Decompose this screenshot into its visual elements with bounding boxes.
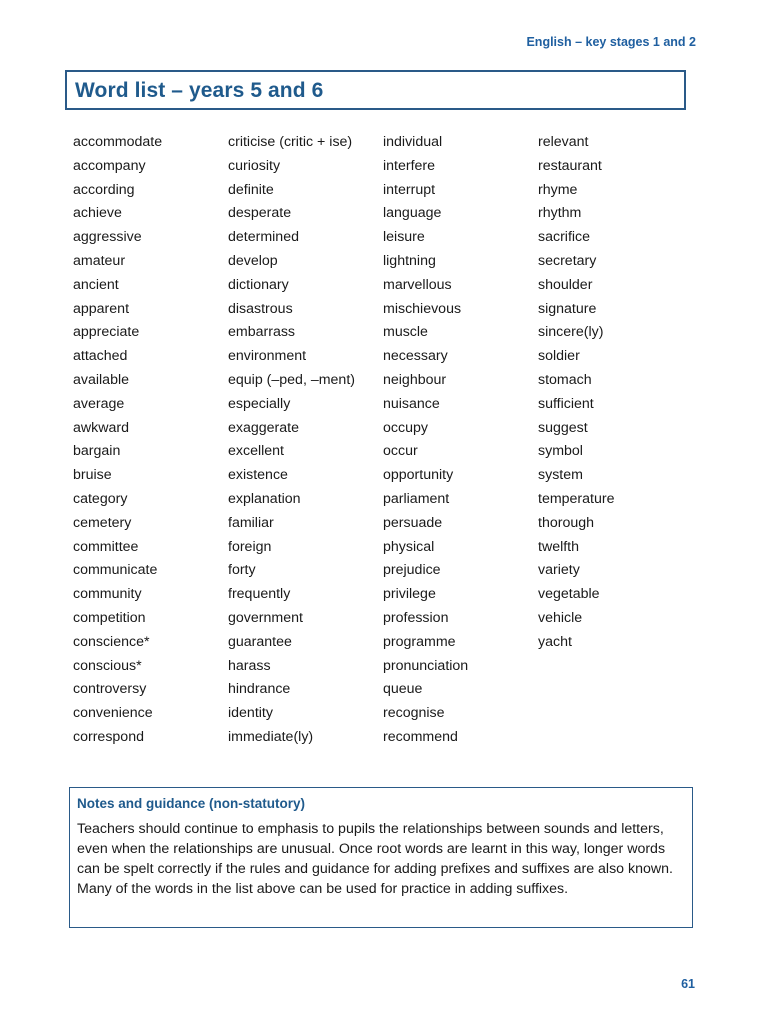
word-item: achieve [73, 205, 122, 222]
word-item: opportunity [383, 467, 454, 484]
word-item: conscience* [73, 633, 150, 650]
word-item: immediate(ly) [228, 728, 314, 745]
word-item: neighbour [383, 371, 447, 388]
word-item: symbol [538, 443, 583, 460]
word-item: definite [228, 181, 274, 198]
word-item: system [538, 467, 583, 484]
word-item: mischievous [383, 300, 462, 317]
word-item: available [73, 371, 130, 388]
word-column-1 [73, 131, 228, 750]
word-item: interrupt [383, 181, 436, 198]
word-item: secretary [538, 252, 597, 269]
word-item: guarantee [228, 633, 292, 650]
word-item: temperature [538, 490, 615, 507]
word-item: ancient [73, 276, 119, 293]
word-item: foreign [228, 538, 272, 555]
word-item: competition [73, 609, 146, 626]
word-item: restaurant [538, 157, 602, 174]
word-item: privilege [383, 586, 436, 603]
word-item: desperate [228, 205, 292, 222]
word-item: curiosity [228, 157, 281, 174]
word-item: vegetable [538, 586, 600, 603]
word-item: recognise [383, 705, 445, 722]
word-item: government [228, 609, 303, 626]
word-item: excellent [228, 443, 284, 460]
notes-box [69, 787, 693, 928]
word-item: attached [73, 348, 128, 365]
running-header: English – key stages 1 and 2 [526, 35, 696, 49]
word-item: sacrifice [538, 229, 591, 246]
word-item: develop [228, 252, 278, 269]
word-item: persuade [383, 514, 443, 531]
word-item: frequently [228, 586, 291, 603]
word-item: thorough [538, 514, 595, 531]
word-item: stomach [538, 371, 592, 388]
word-item: communicate [73, 562, 158, 579]
word-item: determined [228, 229, 299, 246]
word-item: aggressive [73, 229, 142, 246]
word-item: shoulder [538, 276, 593, 293]
word-column-3 [383, 131, 538, 750]
word-item: disastrous [228, 300, 293, 317]
word-item: exaggerate [228, 419, 299, 436]
word-item: rhythm [538, 205, 582, 222]
word-item: identity [228, 705, 273, 722]
word-item: occupy [383, 419, 428, 436]
word-item: signature [538, 300, 597, 317]
word-item: controversy [73, 681, 147, 698]
word-item: sincere(ly) [538, 324, 604, 341]
word-item: bargain [73, 443, 121, 460]
word-item: harass [228, 657, 271, 674]
word-item: average [73, 395, 125, 412]
word-item: nuisance [383, 395, 440, 412]
word-column-4 [538, 131, 693, 750]
word-item: programme [383, 633, 456, 650]
word-item: variety [538, 562, 580, 579]
word-item: physical [383, 538, 435, 555]
word-item: familiar [228, 514, 274, 531]
word-item: embarrass [228, 324, 296, 341]
word-item: apparent [73, 300, 130, 317]
word-item: suggest [538, 419, 588, 436]
word-item: lightning [383, 252, 436, 269]
word-item: bruise [73, 467, 112, 484]
word-item: accommodate [73, 134, 163, 150]
word-item: queue [383, 681, 423, 698]
notes-heading: Notes and guidance (non-statutory) [77, 796, 306, 811]
word-item: convenience [73, 705, 153, 722]
word-item: conscious* [73, 657, 142, 674]
word-item: environment [228, 348, 307, 365]
word-item: forty [228, 562, 256, 579]
word-item: parliament [383, 490, 450, 507]
word-item: correspond [73, 728, 144, 745]
word-item: dictionary [228, 276, 289, 293]
notes-body: Teachers should continue to emphasis to pupils the relationships between sounds and letters, even when the relationships are unusual. Once root words are learnt in this way, longer words can be spelt correctly if the rules and guidance for adding prefixes and suffixes are also known. Many of the words in the list above can be used for practice in adding suffixes. [77, 821, 673, 897]
word-column-2 [228, 131, 383, 750]
word-item: leisure [383, 229, 425, 246]
word-item: occur [383, 443, 418, 460]
word-item: twelfth [538, 538, 580, 555]
word-item: community [73, 586, 142, 603]
word-item: yacht [538, 633, 572, 650]
word-item: rhyme [538, 181, 578, 198]
word-item: especially [228, 395, 291, 412]
word-item: cemetery [73, 514, 132, 531]
word-item: language [383, 205, 442, 222]
word-item: criticise (critic + ise) [228, 134, 353, 150]
word-item: interfere [383, 157, 436, 174]
word-item: individual [383, 134, 443, 150]
word-item: existence [228, 467, 288, 484]
word-item: muscle [383, 324, 428, 341]
word-list [73, 131, 693, 750]
page-title: Word list – years 5 and 6 [75, 79, 324, 102]
word-item: vehicle [538, 609, 583, 626]
word-item: prejudice [383, 562, 441, 579]
word-item: soldier [538, 348, 580, 365]
word-item: necessary [383, 348, 448, 365]
word-item: sufficient [538, 395, 594, 412]
word-item: marvellous [383, 276, 452, 293]
word-item: accompany [73, 157, 146, 174]
word-item: amateur [73, 252, 126, 269]
title-box [65, 70, 686, 110]
word-item: pronunciation [383, 657, 469, 674]
word-item: recommend [383, 728, 458, 745]
page-number: 61 [681, 977, 695, 991]
word-item: category [73, 490, 128, 507]
word-item: according [73, 181, 135, 198]
word-item: committee [73, 538, 139, 555]
word-item: explanation [228, 490, 301, 507]
word-item: equip (–ped, –ment) [228, 371, 355, 388]
word-item: profession [383, 609, 449, 626]
word-item: appreciate [73, 324, 140, 341]
word-item: relevant [538, 134, 589, 150]
word-item: hindrance [228, 681, 291, 698]
word-item: awkward [73, 419, 129, 436]
